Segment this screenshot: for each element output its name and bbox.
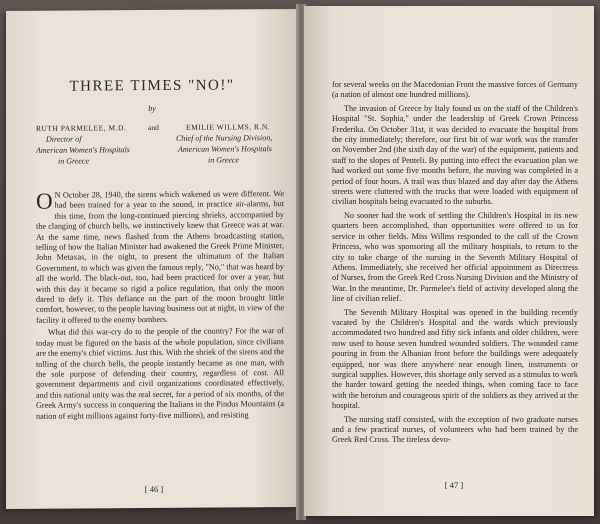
paragraph: No sooner had the work of settling the Children's Hospital in its new quarters been accomplished, than opportunities were offered to us for service in other fields. Miss Willms responded to the call of the Crown Princess, who was sponsoring all the military hospitals, to return to the city to take charge of the nursing in the Seventh Military Hospital of Athens. Immediately, she received her official appointment as Directress of Nurses, from the Greek Red Cross Nursing Division and the Ministry of War. In the meantime, Dr. Parmelee's field of activity developed along the line of civilian relief. bbox=[332, 210, 578, 304]
author-conjunction: and bbox=[148, 122, 159, 133]
right-page bbox=[304, 6, 594, 516]
author-role-line: in Greece bbox=[58, 156, 90, 166]
author-emilie-willms bbox=[176, 121, 296, 166]
left-page bbox=[6, 9, 298, 509]
author-role-line: Chief of the Nursing Division, bbox=[176, 133, 273, 143]
article-title: THREE TIMES "NO!" bbox=[69, 77, 235, 95]
byline: by bbox=[148, 103, 156, 114]
page-number-left: [ 46 ] bbox=[144, 483, 164, 495]
paragraph: The invasion of Greece by Italy found us on the staff of the Children's Hospital "St. Sophia," under the leadership of Greek Crown Princess Frederika. On October 31st, it was decided to evacuate the hospital from the city immediately; therefore, our first bit of war work was the transfer on November 2nd (the sixth day of the war) of the equipment, patients and staff to the slopes of Penteli. By putting into effect the evacuation plan we had worked out some five months before, the moving was completed in a period of four hours. A trail was thus blazed and day after day the Athens streets were cluttered with the trucks that were loaded with equipment of civilian hospitals being evacuated to the suburbs. bbox=[332, 103, 578, 207]
author-role-line: American Women's Hospitals bbox=[36, 145, 130, 155]
paragraph: The Seventh Military Hospital was opened in the building recently vacated by the Children's Hospital and the wards which previously accommodated two hundred and fifty sick infants and older children, were now used to house seven hundred wounded soldiers. The wounded came pouring in from the Albanian front before the buildings were adequately equipped, nor was there anywhere near enough linen, instruments or surgical supplies. However, this shortage only served as a stimulus to work the harder toward getting the needed things, when coming face to face with the heroism and courageous spirit of the soldiers as they arrived at the hospital. bbox=[332, 307, 578, 411]
left-body-text bbox=[36, 189, 284, 424]
author-name: EMILIE WILLMS, R.N. bbox=[186, 122, 271, 132]
author-name: RUTH PARMELEE, M.D. bbox=[36, 123, 127, 133]
paragraph-text: N October 28, 1940, the sirens which wakened us were different. We had been trained for a year to the sound, in practice air-alarms, but this time, from the long-continued piercing shrieks, accompanied by the clanging of church bells, we instinctively knew that Greece was at war. At the same time, news flashed from the Athens broadcasting station, telling of how the Italian Minister had awakened the Greek Prime Minister, John Metaxas, in the night, to present the ultimatum of the Italian Government, to which was given the famous reply, "No," that was heard by all the world. The black-out, too, had been practiced for over a year, but with this day it became so rigid a police regulation, that only the moon dared to defy it. This defiance on the part of the moon brought little comfort, however, to the people having business out at night, in view of the facility it offered to the enemy bombers. bbox=[36, 189, 284, 325]
paragraph: for several weeks on the Macedonian Front the massive forces of Germany (a nation of almost one hundred millions). bbox=[332, 80, 578, 100]
author-role-line: Director of bbox=[46, 134, 82, 144]
author-role-line: in Greece bbox=[208, 155, 240, 165]
author-ruth-parmelee bbox=[36, 122, 148, 167]
drop-cap: O bbox=[36, 188, 53, 214]
right-body-text bbox=[332, 80, 578, 449]
paragraph: The nursing staff consisted, with the exception of two graduate nurses and a few practical nurses, of volunteers who had been trained by the Greek Red Cross. The tireless devo- bbox=[332, 414, 578, 445]
page-number-right: [ 47 ] bbox=[444, 480, 464, 490]
paragraph: What did this war-cry do to the people of the country? For the war of today must be figured on the basis of the whole population, since civilians are the enemy's chief victims. Just this. With the shriek of the sirens and the tolling of the church bells, the people instantly became as one man, with the sole purpose of defending their country, regardless of cost. All government departments and civil organizations coordinated effectively, and this national unity was the real secret, for a period of six months, of the Greek Army's success in conquering the Italians in the Pindus Mountains (a nation of eight millions against forty-five millions), and resisting bbox=[36, 326, 284, 421]
paragraph bbox=[36, 189, 284, 326]
author-role-line: American Women's Hospitals bbox=[178, 144, 272, 154]
authors-block bbox=[36, 121, 286, 166]
